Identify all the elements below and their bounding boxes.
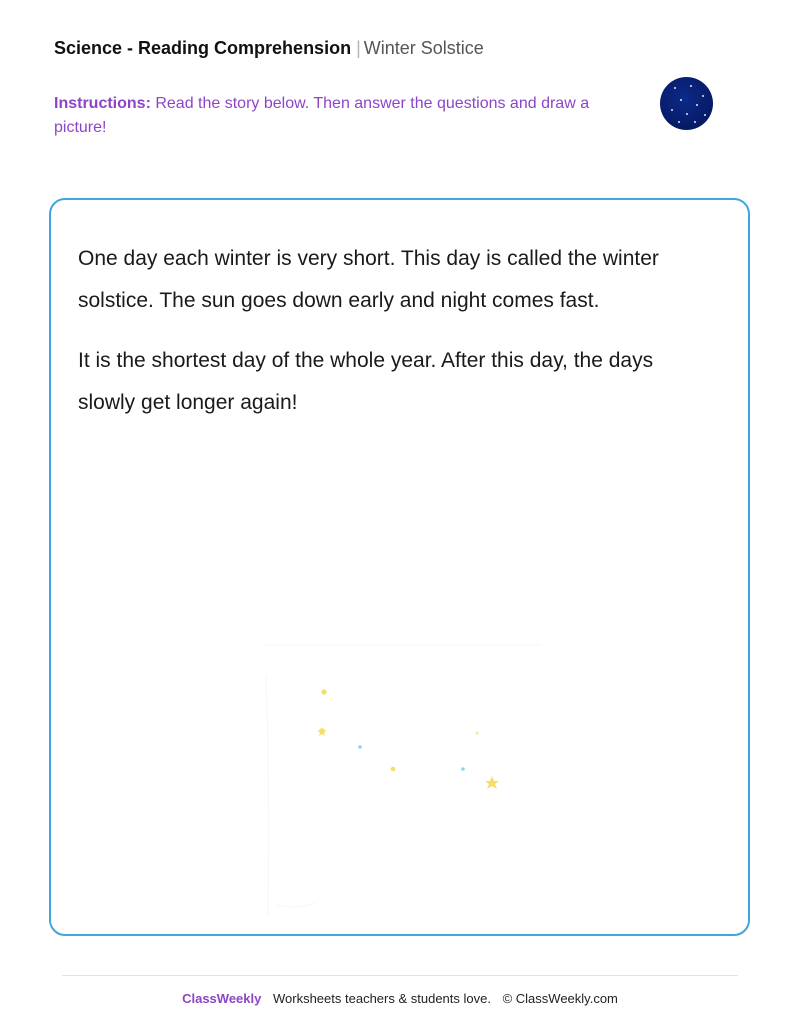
instructions-text: Read the story below. Then answer the questions and draw a picture!	[54, 95, 590, 136]
star-cluster	[317, 689, 499, 789]
footer-divider	[62, 975, 738, 976]
night-sky-moon-icon	[660, 77, 713, 130]
instructions-label: Instructions:	[54, 95, 151, 112]
footer-tagline: Worksheets teachers & students love.	[272, 991, 491, 1006]
worksheet-topic: Winter Solstice	[363, 38, 484, 58]
footer-copyright: © ClassWeekly.com	[502, 991, 618, 1006]
story-box	[49, 198, 750, 936]
page-header	[54, 36, 614, 60]
story-paragraph-1: One day each winter is very short. This day is called the winter solstice. The sun goes down early and night comes fast.	[78, 247, 659, 312]
title-separator: |	[356, 38, 361, 58]
instructions	[54, 92, 614, 140]
story-text	[78, 238, 698, 442]
page-footer	[0, 990, 800, 1008]
faint-starry-sky-illustration	[256, 635, 556, 925]
footer-brand: ClassWeekly	[182, 991, 262, 1006]
story-paragraph-2: It is the shortest day of the whole year. After this day, the days slowly get longer again!	[78, 349, 654, 414]
worksheet-title: Science - Reading Comprehension	[54, 38, 352, 58]
